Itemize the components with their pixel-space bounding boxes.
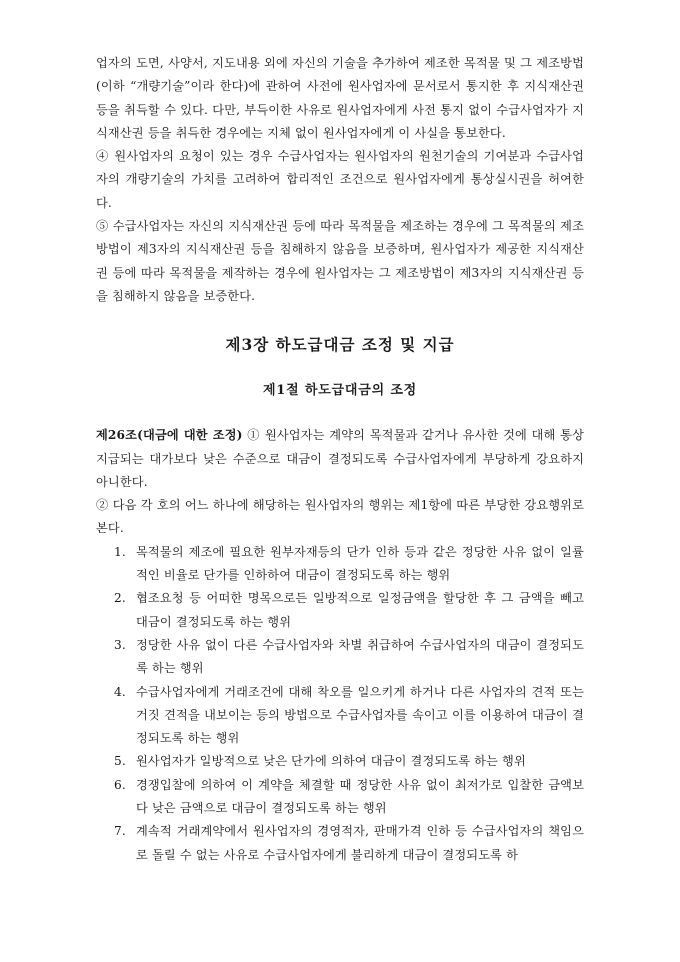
list-item [114,634,584,681]
item-number: 5. [114,754,126,769]
article-26 [96,424,584,867]
article-clause-2: ② 다음 각 호의 어느 하나에 해당하는 원사업자의 행위는 제1항에 따른 부당한 강요행위로 본다. [96,498,584,536]
item-text: 수급사업자에게 거래조건에 대해 착오를 일으키게 하거나 다른 사업자의 견적 또는 거짓 견적을 내보이는 등의 방법으로 수급사업자를 속이고 이를 이용하여 대금이 결정되도록 하는 행위 [136,684,584,746]
paragraph-clause-4: ④ 원사업자의 요청이 있는 경우 수급사업자는 원사업자의 원천기술의 기여분과 수급사업자의 개량기술의 가치를 고려하여 합리적인 조건으로 원사업자에게 통상실시권을 허여한다. [96,149,584,210]
item-number: 7. [114,824,126,839]
item-text: 경쟁입찰에 의하여 이 계약을 체결할 때 정당한 사유 없이 최저가로 입찰한 금액보다 낮은 금액으로 대금이 결정되도록 하는 행위 [136,777,584,816]
article-heading: 제26조(대금에 대한 조정) [96,428,243,443]
chapter-title: 제3장 하도급대금 조정 및 지급 [225,335,455,355]
list-item [114,750,584,773]
list-item [114,587,584,634]
item-number: 1. [114,544,126,559]
list-item [114,681,584,751]
article-clause-1-text: ① 원사업자는 계약의 목적물과 같거나 유사한 것에 대해 통상 지급되는 대가보다 낮은 수준으로 대금이 결정되도록 수급사업자에게 부당하게 강요하지 아니한다. [96,428,584,489]
item-number: 4. [114,684,126,699]
article-item-list [96,541,584,867]
item-text: 원사업자가 일방적으로 낮은 단가에 의하여 대금이 결정되도록 하는 행위 [136,754,526,769]
article-clause-1 [96,424,584,494]
item-number: 2. [114,591,126,606]
item-text: 협조요청 등 어떠한 명목으로든 일방적으로 일정금액을 할당한 후 그 금액을 빼고 대금이 결정되도록 하는 행위 [136,591,584,629]
list-item [114,820,584,867]
item-number: 3. [114,637,126,652]
item-text: 목적물의 제조에 필요한 원부자재등의 단가 인하 등과 같은 정당한 사유 없이 일률적인 비율로 단가를 인하하여 대금이 결정되도록 하는 행위 [136,544,584,583]
paragraph-clause-5: ⑤ 수급사업자는 자신의 지식재산권 등에 따라 목적물을 제조하는 경우에 그 목적물의 제조방법이 제3자의 지식재산권 등을 침해하지 않음을 보증하며, 원사업자가 제공한 지식재산권 등에 따라 목적물을 제작하는 경우에 원사업자는 그 제조방법이 제3자의 지식재산권 등을 침해하지 않음을 보증한다. [96,219,584,303]
item-text: 정당한 사유 없이 다른 수급사업자와 차별 취급하여 수급사업자의 대금이 결정되도록 하는 행위 [136,637,584,676]
paragraph-improved-technology: 업자의 도면, 사양서, 지도내용 외에 자신의 기술을 추가하여 제조한 목적물 및 그 제조방법(이하 “개량기술”이라 한다)에 관하여 사전에 원사업자에 문서로서 통지한 후 지식재산권 등을 취득할 수 있다. 다만, 부득이한 사유로 원사업자에게 사전 통지 없이 수급사업자가 지식재산권 등을 취득한 경우에는 지체 없이 원사업자에게 이 사실을 통보한다. [96,56,584,140]
list-item [114,774,584,821]
section-title: 제1절 하도급대금의 조정 [262,383,418,399]
list-item [114,541,584,588]
item-number: 6. [114,777,126,792]
item-text: 계속적 거래계약에서 원사업자의 경영적자, 판매가격 인하 등 수급사업자의 책임으로 돌릴 수 없는 사유로 수급사업자에게 불리하게 대금이 결정되도록 하 [136,824,584,862]
document-page [96,52,584,867]
